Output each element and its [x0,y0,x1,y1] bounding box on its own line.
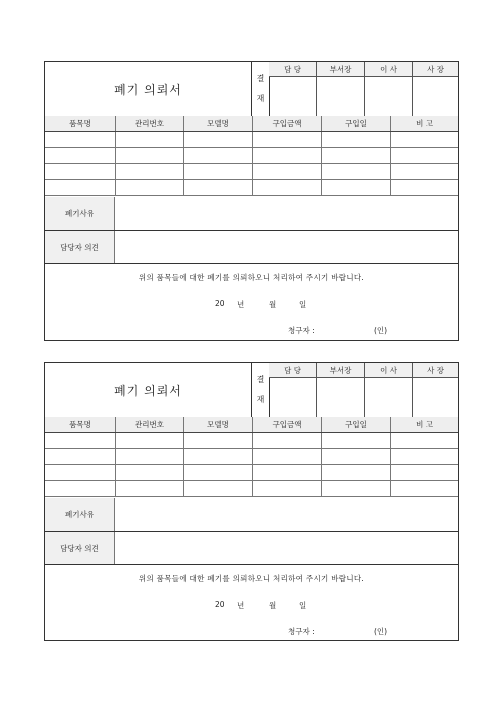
year-unit: 년 [237,601,245,610]
table-cell[interactable] [321,481,390,496]
table-cell[interactable] [390,449,458,464]
approval-sign-box[interactable] [269,378,316,417]
table-cell[interactable] [321,433,390,448]
approval-grid [269,62,458,116]
approval-sign-box[interactable] [317,378,364,417]
approval-head: 사 장 [413,363,458,378]
table-cell[interactable] [45,132,115,147]
table-row [45,465,458,481]
table-cell[interactable] [390,148,458,163]
column-header: 품목명 [69,420,91,429]
table-cell[interactable] [321,449,390,464]
disposal-reason-field[interactable] [115,197,458,230]
table-cell[interactable] [321,132,390,147]
approval-label-bottom: 재 [256,395,265,404]
disposal-request-form-2 [44,362,459,641]
month-unit: 월 [269,601,277,610]
seal-mark: (인) [374,627,388,636]
table-header-row [45,116,458,132]
approval-label [251,62,270,116]
table-cell[interactable] [45,449,115,464]
approval-label-bottom: 재 [256,94,265,103]
table-cell[interactable] [390,164,458,179]
table-cell[interactable] [183,148,252,163]
table-cell[interactable] [115,132,183,147]
approval-col-president [412,62,458,116]
approval-head: 사 장 [413,62,458,77]
column-header: 관리번호 [115,417,183,432]
table-cell[interactable] [183,433,252,448]
table-cell[interactable] [45,481,115,496]
approval-sign-box[interactable] [317,77,364,116]
staff-opinion-label: 담당자 의견 [45,231,115,263]
staff-opinion-row [45,532,458,565]
table-cell[interactable] [390,132,458,147]
table-cell[interactable] [252,164,321,179]
approval-head: 이 사 [365,62,412,77]
approval-col-director [364,363,412,417]
table-cell[interactable] [183,132,252,147]
table-cell[interactable] [252,449,321,464]
column-header: 구입금액 [252,417,321,432]
table-cell[interactable] [115,481,183,496]
day-unit: 일 [299,601,307,610]
approval-col-director [364,62,412,116]
column-header: 구입금액 [252,116,321,131]
table-cell[interactable] [390,481,458,496]
table-row [45,449,458,465]
item-table [45,116,458,196]
table-cell[interactable] [45,433,115,448]
table-cell[interactable] [321,465,390,480]
table-cell[interactable] [115,180,183,195]
request-statement [45,264,458,340]
table-cell[interactable] [252,148,321,163]
table-cell[interactable] [390,433,458,448]
disposal-reason-label: 폐기사유 [45,498,115,531]
column-header: 관리번호 [115,116,183,131]
table-row [45,433,458,449]
column-header: 모델명 [183,116,252,131]
table-cell[interactable] [45,465,115,480]
approval-sign-box[interactable] [365,77,412,116]
table-cell[interactable] [183,465,252,480]
table-cell[interactable] [115,449,183,464]
approval-head: 부서장 [317,363,364,378]
approval-sign-box[interactable] [413,378,458,417]
table-cell[interactable] [183,180,252,195]
month-unit: 월 [269,300,277,309]
approval-label-top: 결 [256,74,265,83]
table-row [45,132,458,148]
table-cell[interactable] [45,148,115,163]
table-cell[interactable] [115,164,183,179]
disposal-reason-row [45,498,458,532]
requester-label: 청구자 : [288,627,315,636]
table-cell[interactable] [252,481,321,496]
approval-col-staff [269,363,316,417]
requester-label: 청구자 : [288,326,315,335]
approval-label [251,363,270,417]
disposal-reason-label: 폐기사유 [45,197,115,230]
approval-head: 담 당 [269,363,316,378]
staff-opinion-field[interactable] [115,231,458,263]
disposal-request-form-1 [44,61,459,341]
table-cell[interactable] [252,465,321,480]
approval-sign-box[interactable] [413,77,458,116]
approval-head: 담 당 [269,62,316,77]
column-header: 품목명 [69,119,91,128]
table-cell[interactable] [45,180,115,195]
approval-sign-box[interactable] [269,77,316,116]
year-prefix: 20 [215,299,225,308]
approval-head: 부서장 [317,62,364,77]
approval-col-dept-head [316,62,364,116]
table-row [45,148,458,164]
table-cell[interactable] [321,180,390,195]
item-table [45,417,458,497]
approval-grid [269,363,458,417]
column-header: 구입일 [321,417,390,432]
year-unit: 년 [237,300,245,309]
approval-col-staff [269,62,316,116]
disposal-reason-row [45,197,458,231]
form-title: 폐기 의뢰서 [114,82,182,97]
approval-label-top: 결 [256,375,265,384]
approval-col-dept-head [316,363,364,417]
table-cell[interactable] [252,180,321,195]
request-text: 위의 품목들에 대한 폐기를 의뢰하오니 처리하여 주시기 바랍니다. [138,574,365,583]
form-header [45,62,458,117]
table-row [45,180,458,196]
request-statement [45,565,458,641]
approval-head: 이 사 [365,363,412,378]
table-cell[interactable] [321,148,390,163]
table-cell[interactable] [115,465,183,480]
table-cell[interactable] [390,180,458,195]
table-cell[interactable] [252,433,321,448]
staff-opinion-label: 담당자 의견 [45,532,115,564]
column-header: 비 고 [390,417,458,432]
approval-sign-box[interactable] [365,378,412,417]
column-header: 모델명 [183,417,252,432]
table-cell[interactable] [183,481,252,496]
form-header [45,363,458,418]
table-cell[interactable] [390,465,458,480]
table-cell[interactable] [321,164,390,179]
column-header: 비 고 [390,116,458,131]
staff-opinion-row [45,231,458,264]
staff-opinion-field[interactable] [115,532,458,564]
table-row [45,164,458,180]
table-cell[interactable] [183,449,252,464]
table-header-row [45,417,458,433]
seal-mark: (인) [374,326,388,335]
table-cell[interactable] [45,164,115,179]
disposal-reason-field[interactable] [115,498,458,531]
table-cell[interactable] [183,164,252,179]
table-cell[interactable] [115,148,183,163]
approval-col-president [412,363,458,417]
table-row [45,481,458,497]
year-prefix: 20 [215,600,225,609]
column-header: 구입일 [321,116,390,131]
form-title: 폐기 의뢰서 [114,383,182,398]
table-cell[interactable] [252,132,321,147]
request-text: 위의 품목들에 대한 폐기를 의뢰하오니 처리하여 주시기 바랍니다. [138,273,365,282]
table-cell[interactable] [115,433,183,448]
day-unit: 일 [299,300,307,309]
